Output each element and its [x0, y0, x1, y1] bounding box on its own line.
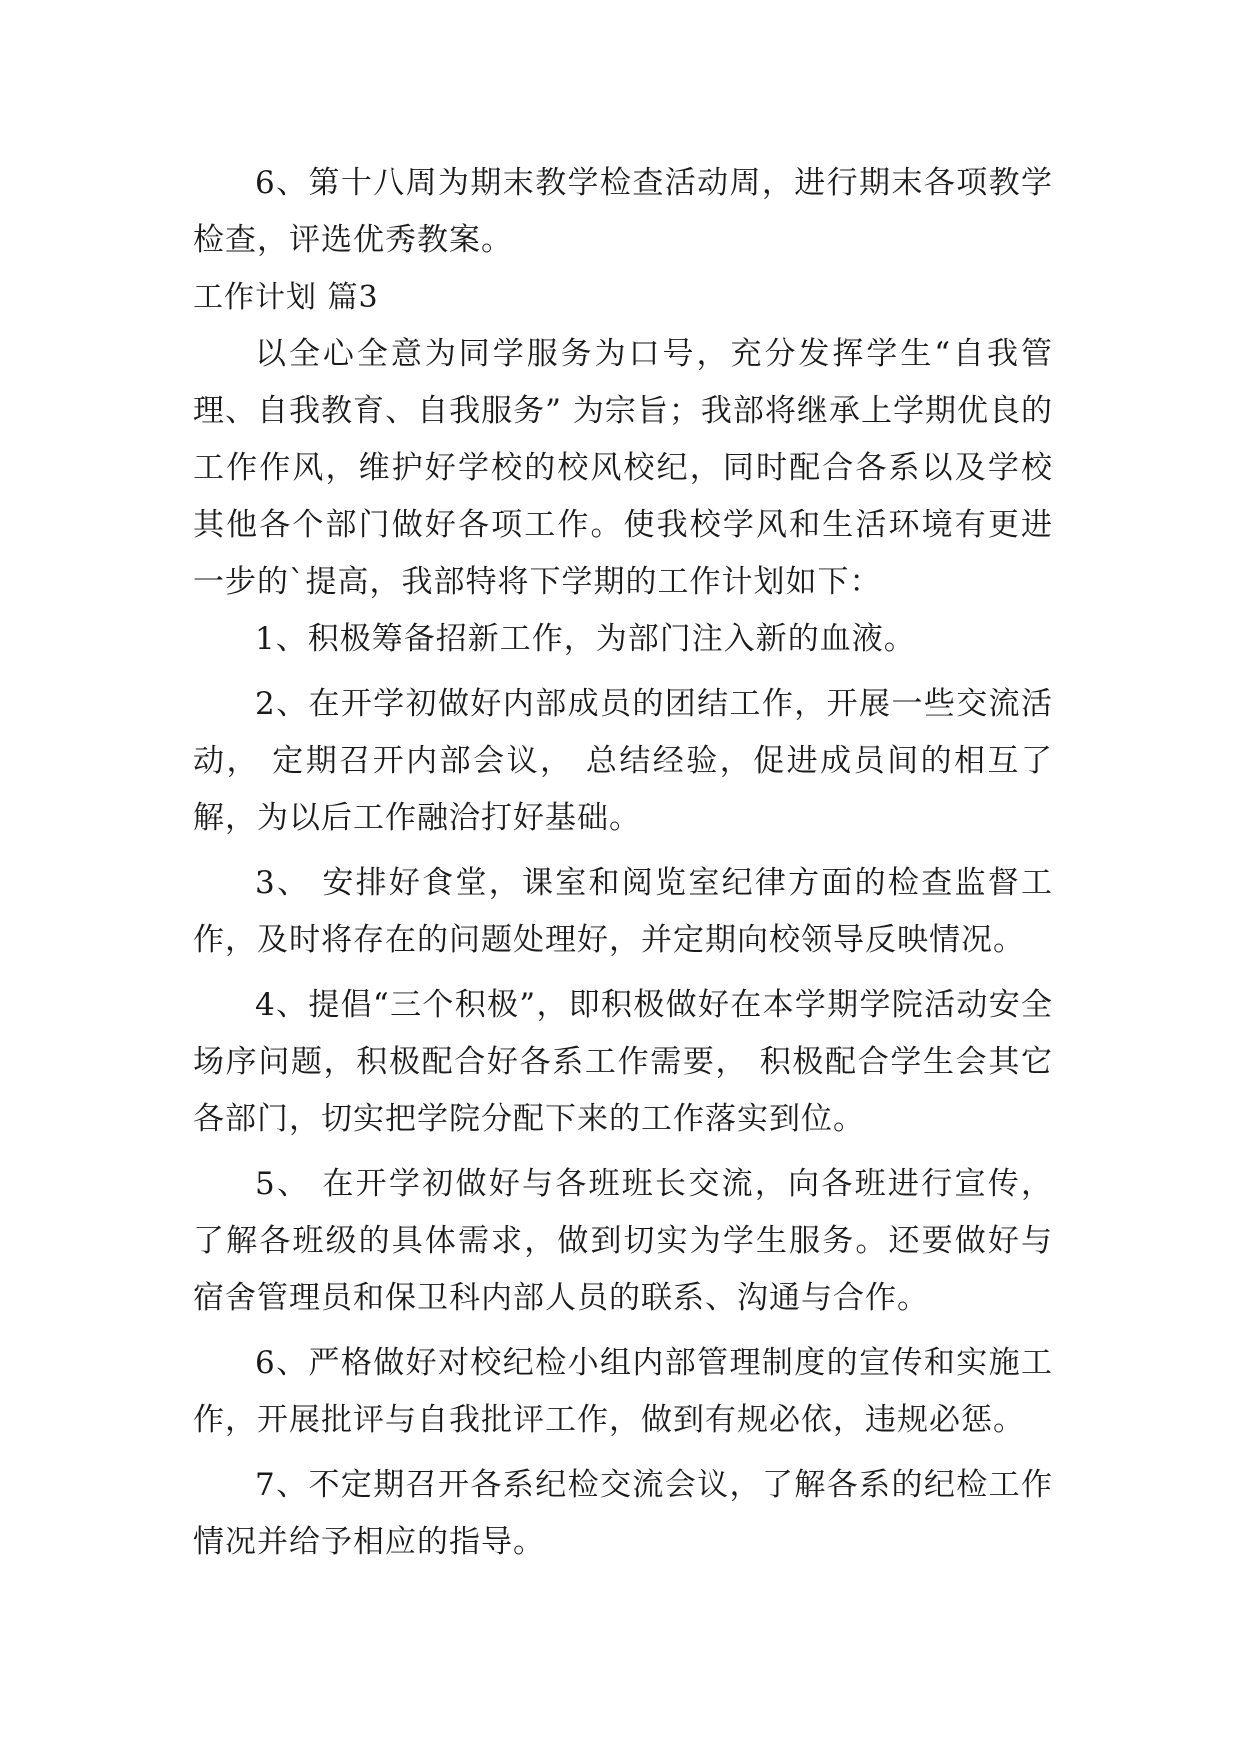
- intro-paragraph: 以全心全意为同学服务为口号，充分发挥学生“自我管理、自我教育、自我服务” 为宗旨；我部将继承上学期优良的工作作风，维护好学校的校风校纪，同时配合各系以及学校其他各个部门做好各项工作。使我校学风和生活环境有更进一步的`提高，我部特将下学期的工作计划如下：: [193, 336, 1053, 600]
- paragraph-item-6-prev: 6、第十八周为期末教学检查活动周，进行期末各项教学检查，评选优秀教案。: [193, 165, 1053, 258]
- plan-item-3: 3、 安排好食堂，课室和阅览室纪律方面的检查监督工作，及时将存在的问题处理好，并定期向校领导反映情况。: [193, 865, 1053, 958]
- section-heading: 工作计划 篇3: [193, 280, 379, 315]
- plan-item-4: 4、提倡“三个积极”，即积极做好在本学期学院活动安全场序问题，积极配合好各系工作需要， 积极配合学生会其它各部门，切实把学院分配下来的工作落实到位。: [193, 987, 1053, 1137]
- document-page: [193, 155, 1053, 1571]
- plan-item-6: 6、严格做好对校纪检小组内部管理制度的宣传和实施工作，开展批评与自我批评工作，做到有规必依，违规必惩。: [193, 1345, 1053, 1438]
- plan-item-2: 2、在开学初做好内部成员的团结工作，开展一些交流活动， 定期召开内部会议， 总结经验，促进成员间的相互了解，为以后工作融洽打好基础。: [193, 686, 1053, 836]
- plan-item-7: 7、不定期召开各系纪检交流会议，了解各系的纪检工作情况并给予相应的指导。: [193, 1467, 1053, 1560]
- plan-item-5: 5、 在开学初做好与各班班长交流，向各班进行宣传，了解各班级的具体需求，做到切实为学生服务。还要做好与宿舍管理员和保卫科内部人员的联系、沟通与合作。: [193, 1166, 1053, 1316]
- plan-item-1: 1、积极筹备招新工作，为部门注入新的血液。: [255, 621, 916, 657]
